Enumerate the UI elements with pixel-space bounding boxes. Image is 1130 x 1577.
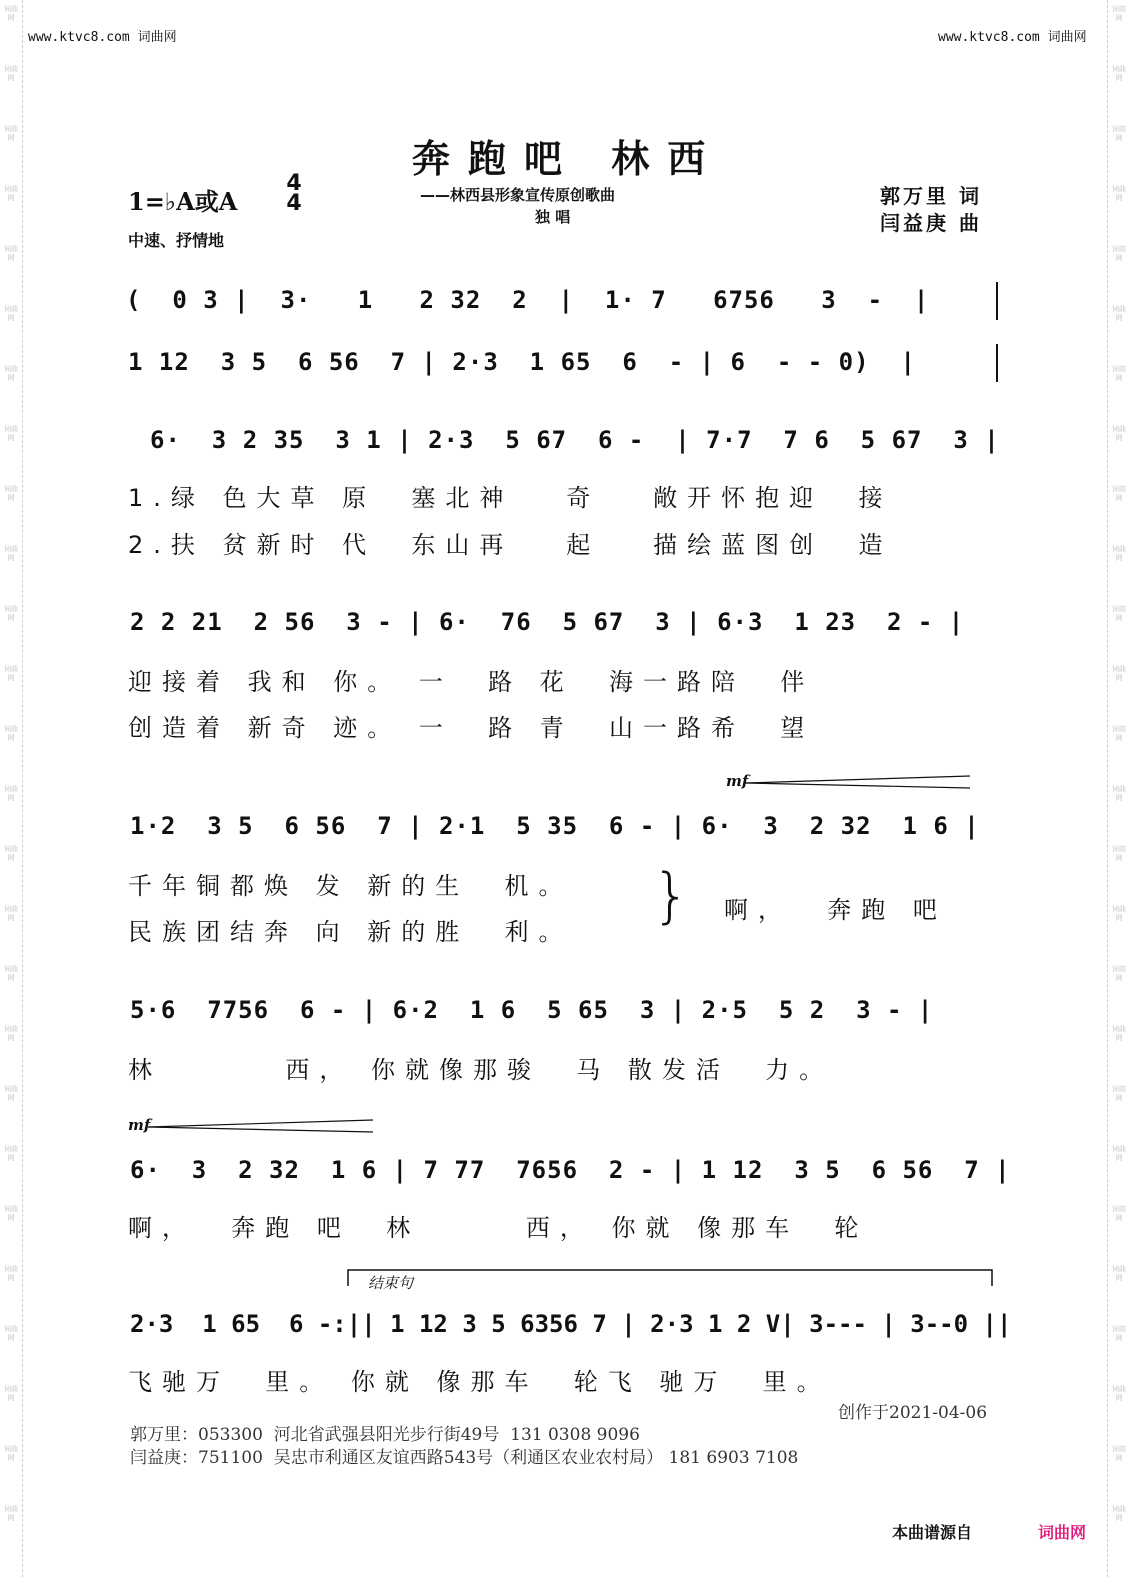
side-watermark: 词曲网 <box>1112 125 1126 142</box>
dynamic-mf: mf <box>726 772 749 790</box>
song-title: 奔跑吧 林西 <box>412 136 724 181</box>
lyric-row-4-verse2: 创造着 新奇 迹。 一 路 青 山一路希 望 <box>128 714 815 742</box>
side-watermark: 词曲网 <box>4 5 18 22</box>
side-watermark: 词曲网 <box>1112 1085 1126 1102</box>
side-watermark: 词曲网 <box>4 1505 18 1522</box>
side-watermark: 词曲网 <box>4 1025 18 1042</box>
lyric-row-8: 飞驰万 里。 你就 像那车 轮飞 驰万 里。 <box>128 1368 831 1396</box>
time-signature <box>283 171 305 216</box>
site-url-left[interactable]: www.ktvc8.com 词曲网 <box>28 30 177 45</box>
side-watermark: 词曲网 <box>1112 1505 1126 1522</box>
left-margin-strip <box>0 0 23 1577</box>
side-watermark: 词曲网 <box>1112 485 1126 502</box>
dynamic-mf: mf <box>128 1116 151 1134</box>
side-watermark: 词曲网 <box>4 1325 18 1342</box>
crescendo-hairpin <box>745 774 975 792</box>
side-watermark: 词曲网 <box>1112 245 1126 262</box>
side-watermark: 词曲网 <box>4 1205 18 1222</box>
side-watermark: 词曲网 <box>4 425 18 442</box>
side-watermark: 词曲网 <box>4 1085 18 1102</box>
contact-lyricist: 郭万里：053300 河北省武强县阳光步行街49号 131 0308 9096 <box>130 1425 640 1445</box>
score-row-2: 1 12 3 5 6 56 7 | 2·3 1 65 6 - | 6 - - 0) | <box>128 348 916 376</box>
side-watermark: 词曲网 <box>1112 425 1126 442</box>
side-watermark: 词曲网 <box>1112 785 1126 802</box>
lyric-row-3-verse2: 2.扶 贫新时 代 东山再 起 描绘蓝图创 造 <box>128 531 893 559</box>
side-watermark: 词曲网 <box>4 245 18 262</box>
side-watermark: 词曲网 <box>1112 5 1126 22</box>
side-watermark: 词曲网 <box>1112 605 1126 622</box>
song-subtitle: ——林西县形象宣传原创歌曲 <box>420 186 616 204</box>
creation-date: 创作于2021-04-06 <box>838 1403 988 1423</box>
side-watermark: 词曲网 <box>1112 905 1126 922</box>
brand-logo-text[interactable]: 词曲网 <box>1038 1523 1087 1542</box>
side-watermark: 词曲网 <box>1112 365 1126 382</box>
barline <box>996 344 998 382</box>
score-row-1: ( 0 3 | 3· 1 2 32 2 | 1· 7 6756 3 - | <box>126 286 930 314</box>
time-sig-denominator: 4 <box>286 191 302 216</box>
performance-type: 独 唱 <box>535 208 571 226</box>
lyric-row-4-verse1: 迎接着 我和 你。 一 路 花 海一路陪 伴 <box>128 668 815 696</box>
right-margin-strip <box>1107 0 1130 1577</box>
side-watermark: 词曲网 <box>4 305 18 322</box>
score-row-5: 1·2 3 5 6 56 7 | 2·1 5 35 6 - | 6· 3 2 32 1 6 | <box>130 812 980 840</box>
ending-label: 结束句 <box>368 1274 414 1292</box>
lyric-row-3-verse1: 1.绿 色大草 原 塞北神 奇 敞开怀抱迎 接 <box>128 484 893 512</box>
side-watermark: 词曲网 <box>1112 665 1126 682</box>
side-watermark: 词曲网 <box>1112 965 1126 982</box>
side-watermark: 词曲网 <box>4 785 18 802</box>
lyric-row-5-verse1: 千年铜都焕 发 新的生 机。 <box>128 872 573 900</box>
composer-credit: 闫益庚 曲 <box>880 211 982 235</box>
side-watermark: 词曲网 <box>1112 725 1126 742</box>
side-watermark: 词曲网 <box>4 485 18 502</box>
side-watermark: 词曲网 <box>4 605 18 622</box>
side-watermark: 词曲网 <box>1112 1445 1126 1462</box>
side-watermark: 词曲网 <box>4 185 18 202</box>
side-watermark: 词曲网 <box>1112 185 1126 202</box>
verse-brace: } <box>652 861 691 931</box>
score-row-4: 2 2 21 2 56 3 - | 6· 76 5 67 3 | 6·3 1 23 2 - | <box>130 608 965 636</box>
time-sig-numerator: 4 <box>286 171 302 196</box>
side-watermark: 词曲网 <box>4 725 18 742</box>
side-watermark: 词曲网 <box>4 125 18 142</box>
side-watermark: 词曲网 <box>1112 1385 1126 1402</box>
side-watermark: 词曲网 <box>4 1265 18 1282</box>
side-watermark: 词曲网 <box>4 1385 18 1402</box>
score-row-8: 2·3 1 65 6 -:|| 1 12 3 5 6356 7 | 2·3 1 2 V| 3--- | 3--0 || <box>130 1310 1012 1338</box>
key-signature: 1=♭A或A <box>128 187 238 216</box>
site-url-right[interactable]: www.ktvc8.com 词曲网 <box>938 30 1087 45</box>
side-watermark: 词曲网 <box>4 1445 18 1462</box>
score-row-6: 5·6 7756 6 - | 6·2 1 6 5 65 3 | 2·5 5 2 3 - | <box>130 996 934 1024</box>
score-row-7: 6· 3 2 32 1 6 | 7 77 7656 2 - | 1 12 3 5 6 56 7 | <box>130 1156 1011 1184</box>
contact-composer: 闫益庚：751100 吴忠市利通区友谊西路543号（利通区农业农村局） 181 6903 7108 <box>130 1448 799 1468</box>
side-watermark: 词曲网 <box>4 665 18 682</box>
lyricist-credit: 郭万里 词 <box>880 184 982 208</box>
side-watermark: 词曲网 <box>4 965 18 982</box>
side-watermark: 词曲网 <box>4 845 18 862</box>
lyric-row-5-verse2: 民族团结奔 向 新的胜 利。 <box>128 918 573 946</box>
crescendo-hairpin <box>148 1118 378 1136</box>
side-watermark: 词曲网 <box>1112 1025 1126 1042</box>
lyric-row-6: 林 西， 你就像那骏 马 散发活 力。 <box>128 1056 834 1084</box>
source-note: 本曲谱源自 <box>892 1523 973 1542</box>
side-watermark: 词曲网 <box>1112 65 1126 82</box>
side-watermark: 词曲网 <box>1112 1265 1126 1282</box>
side-watermark: 词曲网 <box>4 65 18 82</box>
side-watermark: 词曲网 <box>4 1145 18 1162</box>
side-watermark: 词曲网 <box>1112 1205 1126 1222</box>
side-watermark: 词曲网 <box>1112 1145 1126 1162</box>
side-watermark: 词曲网 <box>4 365 18 382</box>
side-watermark: 词曲网 <box>1112 1325 1126 1342</box>
side-watermark: 词曲网 <box>1112 545 1126 562</box>
lyric-row-5-chorus: 啊， 奔跑 吧 <box>724 896 947 924</box>
ending-bracket <box>346 1268 996 1288</box>
side-watermark: 词曲网 <box>1112 845 1126 862</box>
barline <box>996 282 998 320</box>
side-watermark: 词曲网 <box>4 545 18 562</box>
score-row-3: 6· 3 2 35 3 1 | 2·3 5 67 6 - | 7·7 7 6 5 67 3 | <box>150 426 1000 454</box>
side-watermark: 词曲网 <box>4 905 18 922</box>
side-watermark: 词曲网 <box>1112 305 1126 322</box>
tempo-marking: 中速、抒情地 <box>128 231 225 250</box>
lyric-row-7: 啊， 奔跑 吧 林 西， 你就 像那车 轮 <box>128 1214 869 1242</box>
